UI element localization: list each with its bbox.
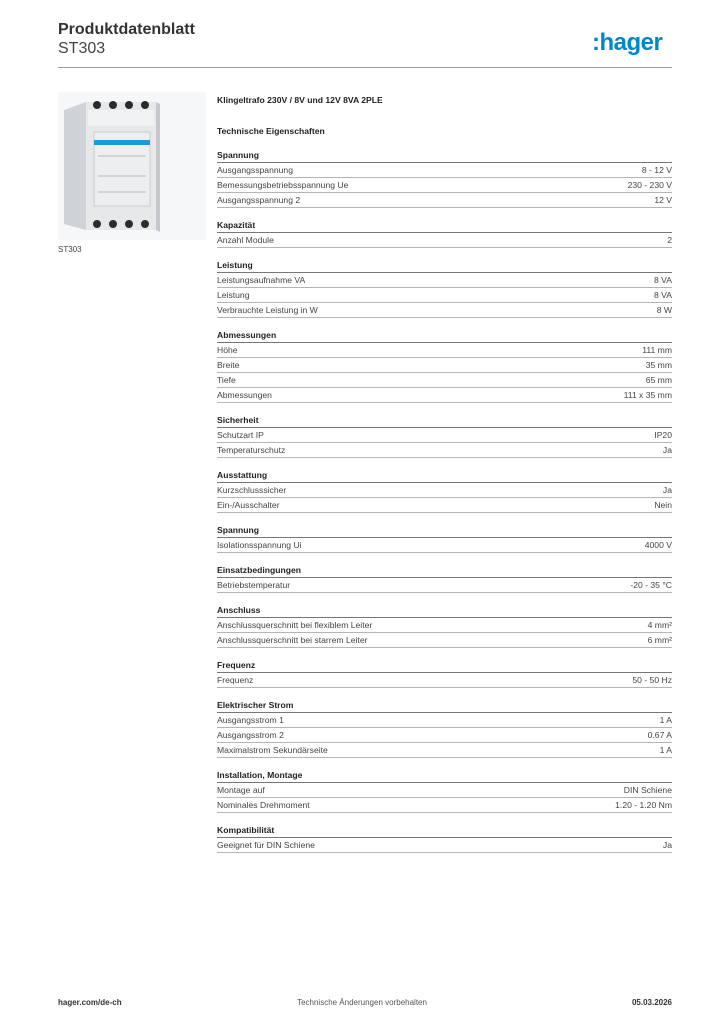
spec-group-title: Spannung [217, 524, 672, 538]
spec-group [217, 219, 672, 248]
spec-group-title: Installation, Montage [217, 769, 672, 783]
spec-label: Isolationsspannung Ui [217, 540, 302, 550]
spec-row [217, 163, 672, 178]
spec-group-title: Frequenz [217, 659, 672, 673]
spec-group [217, 699, 672, 758]
spec-row [217, 358, 672, 373]
spec-label: Ausgangsstrom 1 [217, 715, 284, 725]
spec-value: Ja [662, 445, 672, 455]
spec-group [217, 604, 672, 648]
spec-row [217, 303, 672, 318]
spec-row [217, 798, 672, 813]
spec-row [217, 178, 672, 193]
spec-row [217, 838, 672, 853]
spec-row [217, 578, 672, 593]
spec-row [217, 728, 672, 743]
spec-label: Maximalstrom Sekundärseite [217, 745, 328, 755]
spec-label: Ein-/Ausschalter [217, 500, 280, 510]
spec-value: 35 mm [645, 360, 672, 370]
spec-value: 111 x 35 mm [623, 390, 672, 400]
spec-value: 4 mm² [647, 620, 672, 630]
spec-row [217, 633, 672, 648]
spec-group-title: Leistung [217, 259, 672, 273]
product-code: ST303 [58, 40, 106, 57]
footer-date: 05.03.2026 [631, 998, 672, 1007]
spec-group [217, 524, 672, 553]
spec-label: Verbrauchte Leistung in W [217, 305, 318, 315]
spec-row [217, 673, 672, 688]
page-title: Produktdatenblatt [58, 21, 195, 38]
spec-group-title: Sicherheit [217, 414, 672, 428]
spec-label: Ausgangsspannung 2 [217, 195, 301, 205]
spec-value: Nein [654, 500, 672, 510]
spec-row [217, 713, 672, 728]
spec-row [217, 193, 672, 208]
spec-label: Leistung [217, 290, 250, 300]
spec-label: Schutzart IP [217, 430, 264, 440]
spec-group [217, 564, 672, 593]
spec-value: 4000 V [644, 540, 672, 550]
spec-value: 6 mm² [647, 635, 672, 645]
spec-label: Anschlussquerschnitt bei flexiblem Leiter [217, 620, 373, 630]
spec-value: 0.67 A [647, 730, 672, 740]
spec-label: Ausgangsstrom 2 [217, 730, 284, 740]
spec-value: DIN Schiene [623, 785, 672, 795]
spec-value: IP20 [654, 430, 672, 440]
spec-label: Temperaturschutz [217, 445, 286, 455]
spec-group [217, 469, 672, 513]
spec-row [217, 498, 672, 513]
spec-group-title: Abmessungen [217, 329, 672, 343]
spec-group-title: Elektrischer Strom [217, 699, 672, 713]
spec-row [217, 443, 672, 458]
spec-value: 8 VA [654, 275, 672, 285]
spec-group-title: Einsatzbedingungen [217, 564, 672, 578]
spec-group-title: Kapazität [217, 219, 672, 233]
spec-group [217, 149, 672, 208]
spec-value: 230 - 230 V [627, 180, 672, 190]
spec-value: Ja [662, 840, 672, 850]
spec-label: Tiefe [217, 375, 236, 385]
transformer-module-icon [58, 92, 206, 240]
spec-row [217, 273, 672, 288]
spec-row [217, 288, 672, 303]
product-image-caption: ST303 [58, 245, 82, 254]
hager-logo-text: :hager [592, 29, 663, 56]
spec-label: Bemessungsbetriebsspannung Ue [217, 180, 349, 190]
spec-label: Geeignet für DIN Schiene [217, 840, 315, 850]
spec-label: Höhe [217, 345, 238, 355]
spec-label: Anzahl Module [217, 235, 274, 245]
spec-group-title: Spannung [217, 149, 672, 163]
spec-row [217, 483, 672, 498]
spec-value: Ja [662, 485, 672, 495]
spec-group [217, 259, 672, 318]
spec-row [217, 388, 672, 403]
spec-row [217, 783, 672, 798]
spec-row [217, 428, 672, 443]
spec-label: Kurzschlusssicher [217, 485, 287, 495]
spec-value: 8 VA [654, 290, 672, 300]
spec-label: Anschlussquerschnitt bei starrem Leiter [217, 635, 368, 645]
spec-value: 8 - 12 V [641, 165, 672, 175]
hager-logo [592, 28, 674, 58]
spec-value: 65 mm [645, 375, 672, 385]
spec-row [217, 373, 672, 388]
spec-value: 1 A [659, 715, 672, 725]
spec-label: Breite [217, 360, 240, 370]
spec-value: 111 mm [642, 345, 672, 355]
spec-row [217, 538, 672, 553]
spec-value: 1.20 - 1.20 Nm [615, 800, 672, 810]
footer-website[interactable]: hager.com/de-ch [58, 998, 122, 1007]
spec-value: 50 - 50 Hz [632, 675, 672, 685]
tech-properties-heading: Technische Eigenschaften [217, 126, 325, 136]
footer-notice: Technische Änderungen vorbehalten [297, 998, 427, 1007]
spec-row [217, 743, 672, 758]
spec-group-title: Ausstattung [217, 469, 672, 483]
spec-value: 2 [667, 235, 672, 245]
spec-label: Ausgangsspannung [217, 165, 293, 175]
spec-group-title: Kompatibilität [217, 824, 672, 838]
spec-value: 8 W [656, 305, 672, 315]
spec-value: 1 A [659, 745, 672, 755]
spec-group [217, 769, 672, 813]
spec-group [217, 329, 672, 403]
spec-label: Leistungsaufnahme VA [217, 275, 306, 285]
spec-label: Abmessungen [217, 390, 272, 400]
spec-group [217, 659, 672, 688]
spec-row [217, 618, 672, 633]
spec-group [217, 824, 672, 853]
spec-groups [217, 149, 672, 853]
header-divider [58, 67, 672, 68]
spec-label: Frequenz [217, 675, 254, 685]
spec-content [217, 93, 672, 853]
product-name: Klingeltrafo 230V / 8V und 12V 8VA 2PLE [217, 95, 383, 105]
spec-value: 12 V [654, 195, 672, 205]
spec-row [217, 343, 672, 358]
spec-value: -20 - 35 °C [630, 580, 672, 590]
spec-label: Montage auf [217, 785, 265, 795]
spec-group-title: Anschluss [217, 604, 672, 618]
spec-label: Betriebstemperatur [217, 580, 291, 590]
spec-label: Nominales Drehmoment [217, 800, 310, 810]
spec-group [217, 414, 672, 458]
spec-row [217, 233, 672, 248]
